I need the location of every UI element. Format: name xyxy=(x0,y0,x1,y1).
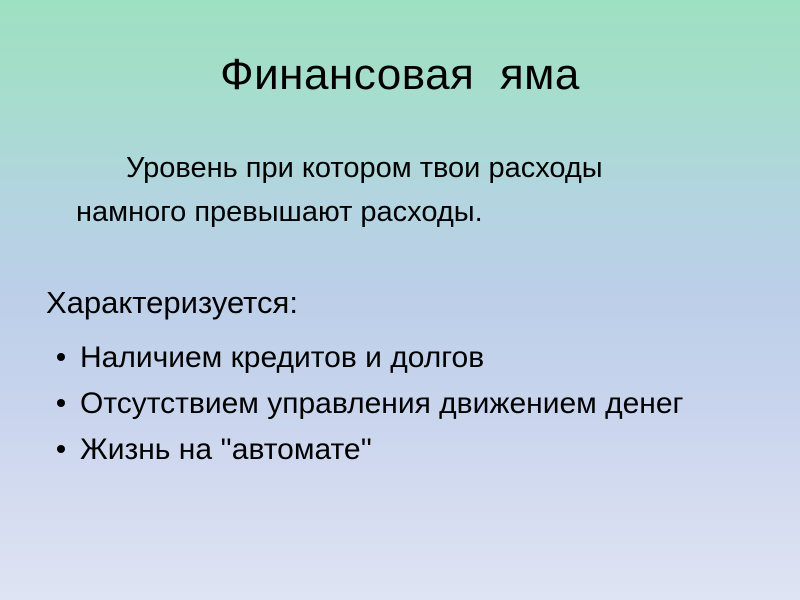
bullet-icon xyxy=(57,445,65,453)
bullet-text: Жизнь на ''автомате'' xyxy=(80,433,373,466)
section-heading: Характеризуется: xyxy=(46,285,298,320)
bullet-item xyxy=(57,382,717,426)
bullet-item xyxy=(57,336,717,380)
subtitle-line-1: Уровень при котором твои расходы xyxy=(126,152,603,184)
bullet-text: Наличием кредитов и долгов xyxy=(80,341,485,374)
bullet-list xyxy=(57,336,717,474)
bullet-icon xyxy=(57,399,65,407)
bullet-icon xyxy=(57,353,65,361)
subtitle-line-2: намного превышают расходы. xyxy=(76,196,483,228)
subtitle xyxy=(76,146,676,234)
bullet-text: Отсутствием управления движением денег xyxy=(80,387,684,420)
bullet-item xyxy=(57,428,717,472)
slide-title: Финансовая яма xyxy=(220,50,580,99)
